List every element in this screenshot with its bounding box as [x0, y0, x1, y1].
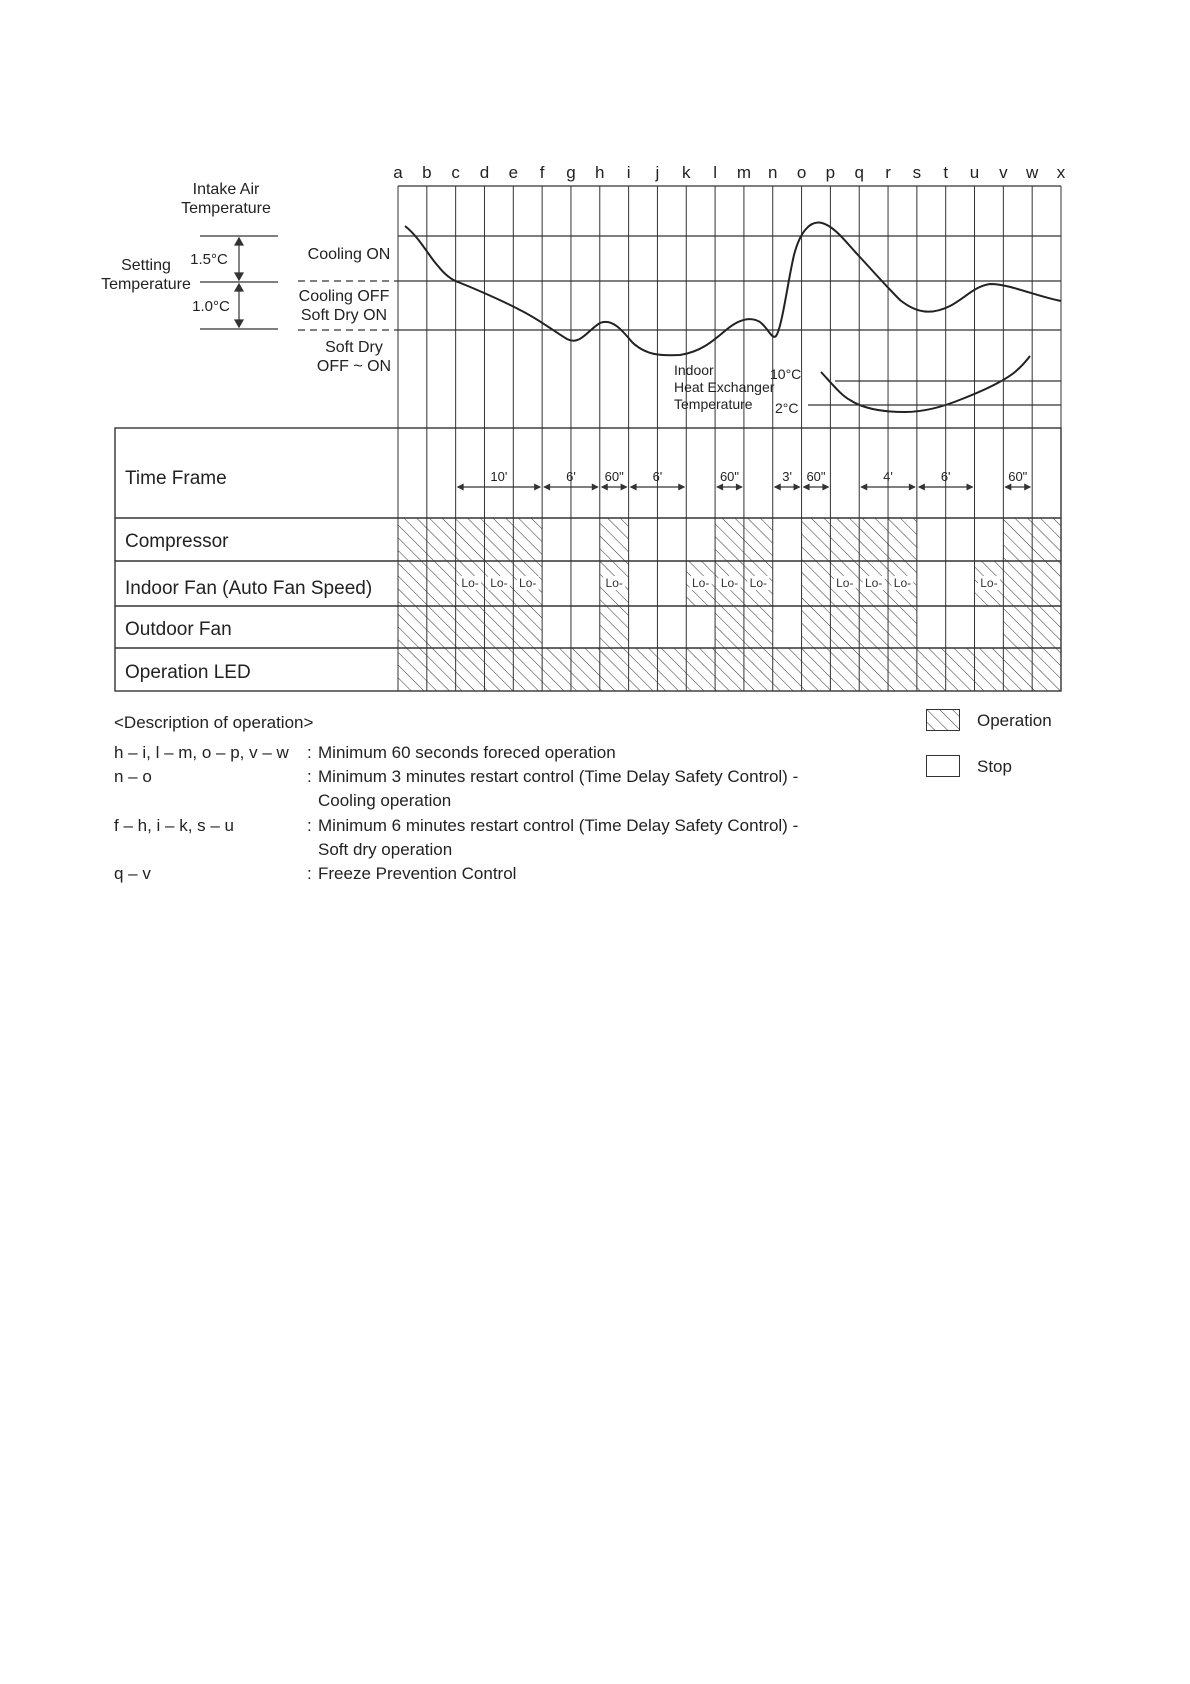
- intake-air-label-2: Temperature: [181, 200, 271, 217]
- row-label-compressor: Compressor: [125, 531, 229, 552]
- description-text-1: Minimum 60 seconds foreced operation: [318, 743, 616, 762]
- column-letter-b: b: [422, 163, 432, 182]
- lo-label-0: Lo-: [461, 576, 479, 590]
- description-text-3b: Soft dry operation: [318, 840, 453, 859]
- description-heading: <Description of operation>: [114, 713, 314, 732]
- lo-label-4: Lo-: [692, 576, 710, 590]
- cooling-off-label-1: Cooling OFF: [298, 288, 390, 305]
- state-cell-compressor-1: [600, 518, 629, 561]
- delta-upper-label: 1.5°C: [190, 251, 228, 268]
- column-letter-g: g: [566, 163, 576, 182]
- time-frame-label-9: 60": [1008, 469, 1028, 484]
- time-frame-arrow-right-4: [736, 484, 743, 491]
- column-letter-j: j: [655, 163, 660, 182]
- heat-exchanger-label-1: Indoor: [674, 362, 714, 378]
- time-frame-label-2: 60": [604, 469, 624, 484]
- description-separator-3: :: [307, 816, 312, 835]
- time-frame-arrow-left-4: [716, 484, 723, 491]
- column-letter-q: q: [854, 163, 864, 182]
- column-letter-i: i: [626, 163, 631, 182]
- lo-label-9: Lo-: [893, 576, 912, 590]
- description-text-2b: Cooling operation: [318, 791, 452, 810]
- column-letter-f: f: [539, 163, 545, 182]
- heat-exchanger-label-2: Heat Exchanger: [674, 379, 775, 395]
- time-frame-arrow-left-0: [457, 484, 464, 491]
- cooling-on-label: Cooling ON: [307, 246, 391, 263]
- column-letter-w: w: [1026, 163, 1039, 182]
- time-frame-label-0: 10': [490, 469, 508, 484]
- state-cell-outdoor_fan-1: [600, 606, 629, 648]
- column-letter-l: l: [713, 163, 717, 182]
- lo-label-7: Lo-: [836, 576, 854, 590]
- cooling-off-label-2: Soft Dry ON: [300, 307, 388, 324]
- description-separator-2: :: [307, 767, 312, 786]
- time-frame-arrow-left-1: [543, 484, 550, 491]
- time-frame-arrow-left-9: [1004, 484, 1011, 491]
- state-cell-operation_led-0: [398, 648, 1061, 691]
- row-label-time-frame: Time Frame: [125, 468, 227, 489]
- state-cells: [398, 518, 1061, 691]
- column-letter-v: v: [999, 163, 1008, 182]
- temperature-bracket: [200, 236, 278, 329]
- setting-temp-label-2: Temperature: [101, 276, 191, 293]
- legend-stop-swatch: [926, 755, 960, 777]
- description-key-1: h – i, l – m, o – p, v – w: [114, 743, 289, 762]
- description-separator-4: :: [307, 864, 312, 883]
- time-frame-label-7: 4': [883, 469, 893, 484]
- column-letter-x: x: [1056, 163, 1066, 182]
- lo-label-1: Lo-: [490, 576, 508, 590]
- time-frame-arrow-left-5: [774, 484, 781, 491]
- threshold-lines: [298, 236, 1061, 330]
- lo-label-10: Lo-: [980, 576, 998, 590]
- column-letters: [393, 163, 1065, 182]
- lo-label-6: Lo-: [749, 576, 767, 590]
- time-frame-arrow-right-2: [621, 484, 628, 491]
- column-letter-p: p: [825, 163, 836, 182]
- intake-air-curve: [405, 223, 1061, 356]
- delta-lower-label: 1.0°C: [192, 298, 230, 315]
- setting-temp-label-1: Setting: [121, 257, 171, 274]
- time-frame-arrow-right-0: [534, 484, 541, 491]
- time-frame-arrow-right-6: [822, 484, 829, 491]
- lo-label-3: Lo-: [605, 576, 623, 590]
- column-letter-u: u: [969, 163, 980, 182]
- time-frame-arrow-left-8: [918, 484, 925, 491]
- heat-exchanger-label-3: Temperature: [674, 396, 753, 412]
- time-frame-arrow-right-1: [592, 484, 599, 491]
- soft-dry-label-1: Soft Dry: [325, 339, 383, 356]
- time-frame-label-1: 6': [566, 469, 576, 484]
- time-frame-arrow-right-9: [1024, 484, 1031, 491]
- time-frame-arrow-right-7: [909, 484, 916, 491]
- row-label-outdoor-fan: Outdoor Fan: [125, 619, 232, 640]
- column-letter-e: e: [508, 163, 519, 182]
- legend-stop-label: Stop: [977, 757, 1012, 776]
- state-cell-compressor-0: [398, 518, 542, 561]
- lo-label-8: Lo-: [864, 576, 883, 590]
- legend-operation-swatch: [926, 709, 960, 731]
- time-frame-arrow-left-2: [601, 484, 608, 491]
- column-letter-t: t: [943, 163, 949, 182]
- lo-label-5: Lo-: [720, 576, 739, 590]
- row-label-operation-led: Operation LED: [125, 662, 251, 683]
- time-frame-label-3: 6': [652, 469, 663, 484]
- description-key-4: q – v: [114, 864, 151, 883]
- soft-dry-label-2: OFF ~ ON: [316, 358, 392, 375]
- time-frame-label-8: 6': [940, 469, 951, 484]
- description-text-4: Freeze Prevention Control: [318, 864, 517, 883]
- threshold-2c: 2°C: [775, 400, 799, 416]
- lo-label-2: Lo-: [519, 576, 537, 590]
- time-frame-arrow-left-3: [630, 484, 637, 491]
- description-key-3: f – h, i – k, s – u: [114, 816, 235, 835]
- column-letter-c: c: [451, 163, 460, 182]
- column-letter-s: s: [912, 163, 922, 182]
- time-frame-arrow-right-8: [967, 484, 974, 491]
- state-cell-outdoor_fan-0: [398, 606, 542, 648]
- column-letter-d: d: [479, 163, 490, 182]
- description-key-2: n – o: [114, 767, 152, 786]
- column-letter-r: r: [885, 163, 891, 182]
- intake-air-label-1: Intake Air: [192, 181, 260, 198]
- column-letter-k: k: [682, 163, 691, 182]
- description-text-2a: Minimum 3 minutes restart control (Time Delay Safety Control) -: [318, 767, 799, 786]
- time-frame-arrow-right-3: [678, 484, 685, 491]
- column-letter-n: n: [768, 163, 778, 182]
- time-frame-label-6: 60": [806, 469, 826, 484]
- column-letter-h: h: [595, 163, 605, 182]
- column-letter-m: m: [736, 163, 751, 182]
- threshold-10c: 10°C: [770, 366, 802, 382]
- time-frame-arrow-right-5: [794, 484, 801, 491]
- description-text-3a: Minimum 6 minutes restart control (Time Delay Safety Control) -: [318, 816, 799, 835]
- time-frame-label-5: 3': [782, 469, 793, 484]
- heat-exchanger-curve: [821, 356, 1030, 412]
- legend-operation-label: Operation: [977, 711, 1052, 730]
- row-label-indoor-fan: Indoor Fan (Auto Fan Speed): [125, 578, 373, 599]
- column-letter-o: o: [796, 163, 807, 182]
- description-separator-1: :: [307, 743, 312, 762]
- time-frame-label-4: 60": [719, 469, 740, 484]
- time-frame-arrow-left-7: [860, 484, 867, 491]
- time-frame-arrow-left-6: [803, 484, 810, 491]
- column-letter-a: a: [393, 163, 403, 182]
